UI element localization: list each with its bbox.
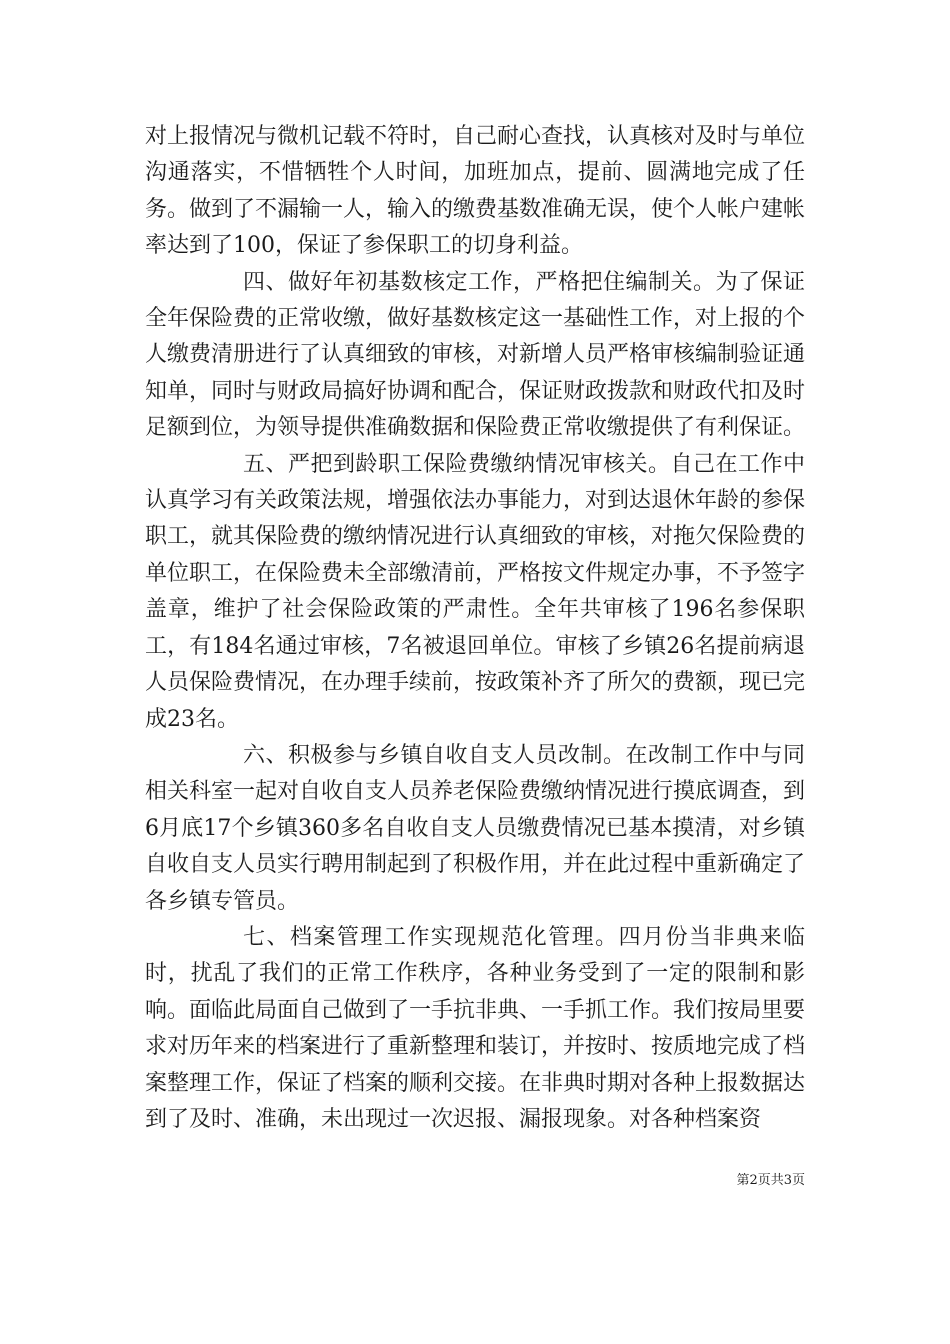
paragraph-section-7: 七、档案管理工作实现规范化管理。四月份当非典来临时，扰乱了我们的正常工作秩序，各种业务受到了一定的限制和影响。面临此局面自己做到了一手抗非典、一手抓工作。我们按局里要求对历年来的档案进行了重新整理和装订，并按时、按质地完成了档案整理工作，保证了档案的顺利交接。在非典时期对各种上报数据达到了及时、准确，未出现过一次迟报、漏报现象。对各种档案资: [145, 924, 806, 1132]
paragraph-section-5: 五、严把到龄职工保险费缴纳情况审核关。自己在工作中认真学习有关政策法规，增强依法办事能力，对到达退休年龄的参保职工，就其保险费的缴纳情况进行认真细致的审核，对拖欠保险费的单位职工，在保险费未全部缴清前，严格按文件规定办事，不予签字盖章，维护了社会保险政策的严肃性。全年共审核了196名参保职工，有184名通过审核，7名被退回单位。审核了乡镇26名提前病退人员保险费情况，在办理手续前，按政策补齐了所欠的费额，现已完成23名。: [145, 451, 806, 732]
paragraph-section-4: 四、做好年初基数核定工作，严格把住编制关。为了保证全年保险费的正常收缴，做好基数核定这一基础性工作，对上报的个人缴费清册进行了认真细致的审核，对新增人员严格审核编制验证通知单，同时与财政局搞好协调和配合，保证财政拨款和财政代扣及时足额到位，为领导提供准确数据和保险费正常收缴提供了有利保证。: [145, 269, 806, 441]
paragraph-section-6: 六、积极参与乡镇自收自支人员改制。在改制工作中与同相关科室一起对自收自支人员养老保险费缴纳情况进行摸底调查，到6月底17个乡镇360多名自收自支人员缴费情况已基本摸清，对乡镇自收自支人员实行聘用制起到了积极作用，并在此过程中重新确定了各乡镇专管员。: [145, 742, 806, 914]
paragraph-continuation: 对上报情况与微机记载不符时，自己耐心查找，认真核对及时与单位沟通落实，不惜牺牲个人时间，加班加点，提前、圆满地完成了任务。做到了不漏输一人，输入的缴费基数准确无误，使个人帐户建帐率达到了100，保证了参保职工的切身利益。: [145, 124, 806, 259]
page-number-footer: 第2页共3页: [736, 1173, 805, 1188]
document-body: [145, 119, 805, 1138]
